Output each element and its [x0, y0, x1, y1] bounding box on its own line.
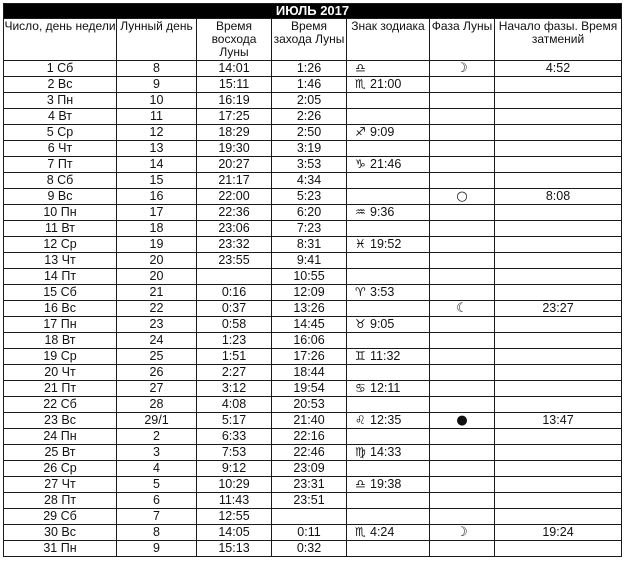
header-phase-start: Начало фазы. Время затмений: [495, 19, 622, 61]
moonset-cell: 23:31: [272, 477, 347, 493]
lunar-day-cell: 3: [117, 445, 197, 461]
moonrise-cell: 1:51: [197, 349, 272, 365]
header-lunar-day: Лунный день: [117, 19, 197, 61]
lunar-day-cell: 17: [117, 205, 197, 221]
zodiac-cell: [347, 349, 430, 365]
zodiac-sign-icon: ♊: [355, 349, 366, 363]
phase-start-cell: 23:27: [495, 301, 622, 317]
moonrise-cell: 10:29: [197, 477, 272, 493]
table-row: [4, 381, 622, 397]
table-body: [4, 61, 622, 557]
moonset-cell: 23:09: [272, 461, 347, 477]
date-cell: 9 Вс: [4, 189, 117, 205]
moonset-cell: 10:55: [272, 269, 347, 285]
zodiac-entry-time: 9:09: [370, 125, 395, 139]
table-row: [4, 221, 622, 237]
moon-phase-cell: [430, 397, 495, 413]
zodiac-cell: [347, 493, 430, 509]
zodiac-cell: [347, 397, 430, 413]
zodiac-entry-time: 19:38: [370, 477, 402, 491]
moonrise-cell: 23:55: [197, 253, 272, 269]
lunar-day-cell: 16: [117, 189, 197, 205]
table-row: [4, 365, 622, 381]
lunar-day-cell: 9: [117, 541, 197, 557]
table-row: [4, 253, 622, 269]
phase-start-cell: [495, 109, 622, 125]
zodiac-cell: [347, 285, 430, 301]
table-row: [4, 445, 622, 461]
zodiac-cell: [347, 173, 430, 189]
zodiac-entry-time: 14:33: [370, 445, 402, 459]
zodiac-sign-icon: ♑: [355, 157, 366, 171]
lunar-day-cell: 19: [117, 237, 197, 253]
date-cell: 21 Пт: [4, 381, 117, 397]
moonset-cell: 22:46: [272, 445, 347, 461]
lunar-day-cell: 2: [117, 429, 197, 445]
phase-start-cell: [495, 93, 622, 109]
lunar-day-cell: 22: [117, 301, 197, 317]
phase-start-cell: [495, 509, 622, 525]
lunar-day-cell: 20: [117, 269, 197, 285]
moon-phase-cell: [430, 493, 495, 509]
moonset-cell: 21:40: [272, 413, 347, 429]
lunar-day-cell: 25: [117, 349, 197, 365]
moon-phase-cell: [430, 525, 495, 541]
phase-start-cell: [495, 493, 622, 509]
moon-phase-cell: [430, 477, 495, 493]
moonset-cell: 0:32: [272, 541, 347, 557]
moonrise-cell: 23:32: [197, 237, 272, 253]
lunar-day-cell: 9: [117, 77, 197, 93]
lunar-day-cell: 15: [117, 173, 197, 189]
zodiac-entry-time: 3:53: [370, 285, 395, 299]
zodiac-sign-icon: ♒: [355, 205, 366, 219]
zodiac-sign-icon: ♋: [355, 381, 366, 395]
moon-phase-cell: [430, 445, 495, 461]
date-cell: 13 Чт: [4, 253, 117, 269]
moonrise-cell: 6:33: [197, 429, 272, 445]
moonset-cell: 22:16: [272, 429, 347, 445]
zodiac-cell: [347, 189, 430, 205]
moonrise-cell: 17:25: [197, 109, 272, 125]
moonset-cell: 3:19: [272, 141, 347, 157]
moonset-cell: 7:23: [272, 221, 347, 237]
table-row: [4, 413, 622, 429]
zodiac-cell: [347, 141, 430, 157]
moonrise-cell: 5:17: [197, 413, 272, 429]
date-cell: 18 Вт: [4, 333, 117, 349]
moonset-cell: 18:44: [272, 365, 347, 381]
moonrise-cell: 16:19: [197, 93, 272, 109]
phase-start-cell: 8:08: [495, 189, 622, 205]
moonrise-cell: 4:08: [197, 397, 272, 413]
moonrise-cell: 23:06: [197, 221, 272, 237]
phase-start-cell: [495, 541, 622, 557]
phase-start-cell: [495, 349, 622, 365]
header-zodiac-sign: Знак зодиака: [347, 19, 430, 61]
phase-start-cell: 4:52: [495, 61, 622, 77]
date-cell: 11 Вт: [4, 221, 117, 237]
date-cell: 31 Пн: [4, 541, 117, 557]
moon-phase-cell: [430, 317, 495, 333]
date-cell: 10 Пн: [4, 205, 117, 221]
zodiac-cell: [347, 413, 430, 429]
lunar-day-cell: 7: [117, 509, 197, 525]
lunar-day-cell: 4: [117, 461, 197, 477]
table-row: [4, 349, 622, 365]
table-row: [4, 493, 622, 509]
zodiac-entry-time: 4:24: [370, 525, 395, 539]
table-row: [4, 173, 622, 189]
moonrise-cell: 15:13: [197, 541, 272, 557]
lunar-day-cell: 8: [117, 61, 197, 77]
date-cell: 27 Чт: [4, 477, 117, 493]
table-row: [4, 301, 622, 317]
zodiac-sign-icon: ♉: [355, 317, 366, 331]
moonrise-cell: 0:16: [197, 285, 272, 301]
phase-start-cell: [495, 333, 622, 349]
phase-start-cell: [495, 125, 622, 141]
lunar-day-cell: 29/1: [117, 413, 197, 429]
moon-phase-cell: [430, 61, 495, 77]
zodiac-cell: [347, 109, 430, 125]
moonrise-cell: 3:12: [197, 381, 272, 397]
date-cell: 20 Чт: [4, 365, 117, 381]
moon-phase-icon: ☽: [456, 525, 468, 540]
zodiac-sign-icon: ♎: [355, 477, 366, 491]
table-row: [4, 109, 622, 125]
zodiac-cell: [347, 93, 430, 109]
moonset-cell: 4:34: [272, 173, 347, 189]
moon-phase-icon: ☽: [456, 61, 468, 76]
moon-phase-cell: [430, 125, 495, 141]
moonset-cell: 2:50: [272, 125, 347, 141]
moon-phase-cell: [430, 349, 495, 365]
lunar-day-cell: 18: [117, 221, 197, 237]
table-row: [4, 333, 622, 349]
date-cell: 6 Чт: [4, 141, 117, 157]
zodiac-cell: [347, 429, 430, 445]
header-moonset: Время захода Луны: [272, 19, 347, 61]
moon-phase-cell: [430, 461, 495, 477]
phase-start-cell: [495, 253, 622, 269]
moon-phase-cell: [430, 365, 495, 381]
moon-phase-cell: [430, 429, 495, 445]
phase-start-cell: [495, 397, 622, 413]
lunar-day-cell: 12: [117, 125, 197, 141]
phase-start-cell: [495, 173, 622, 189]
phase-start-cell: [495, 157, 622, 173]
phase-start-cell: [495, 237, 622, 253]
date-cell: 12 Ср: [4, 237, 117, 253]
phase-start-cell: [495, 477, 622, 493]
zodiac-cell: [347, 125, 430, 141]
header-moonrise: Время восхода Луны: [197, 19, 272, 61]
moonrise-cell: 18:29: [197, 125, 272, 141]
moon-phase-cell: [430, 301, 495, 317]
table-row: [4, 189, 622, 205]
moonrise-cell: 14:05: [197, 525, 272, 541]
date-cell: 8 Сб: [4, 173, 117, 189]
table-row: [4, 93, 622, 109]
lunar-day-cell: 26: [117, 365, 197, 381]
date-cell: 17 Пн: [4, 317, 117, 333]
phase-start-cell: [495, 205, 622, 221]
zodiac-sign-icon: ♏: [355, 525, 366, 539]
moonrise-cell: 22:00: [197, 189, 272, 205]
lunar-day-cell: 5: [117, 477, 197, 493]
zodiac-cell: [347, 61, 430, 77]
zodiac-entry-time: 12:35: [370, 413, 402, 427]
date-cell: 16 Вс: [4, 301, 117, 317]
lunar-day-cell: 10: [117, 93, 197, 109]
moonset-cell: 16:06: [272, 333, 347, 349]
zodiac-sign-icon: ♐: [355, 125, 366, 139]
table-row: [4, 541, 622, 557]
phase-start-cell: [495, 317, 622, 333]
moonset-cell: 2:26: [272, 109, 347, 125]
moonrise-cell: 0:58: [197, 317, 272, 333]
zodiac-sign-icon: ♍: [355, 445, 366, 459]
lunar-day-cell: 24: [117, 333, 197, 349]
date-cell: 1 Сб: [4, 61, 117, 77]
moon-phase-cell: [430, 269, 495, 285]
header-date: Число, день недели: [4, 19, 117, 61]
zodiac-sign-icon: ♈: [355, 285, 366, 299]
zodiac-entry-time: 21:46: [370, 157, 402, 171]
zodiac-cell: [347, 221, 430, 237]
moonset-cell: 1:46: [272, 77, 347, 93]
table-row: [4, 237, 622, 253]
date-cell: 5 Ср: [4, 125, 117, 141]
date-cell: 28 Пт: [4, 493, 117, 509]
lunar-day-cell: 27: [117, 381, 197, 397]
zodiac-cell: [347, 237, 430, 253]
moonrise-cell: 15:11: [197, 77, 272, 93]
moon-phase-cell: [430, 381, 495, 397]
table-row: [4, 269, 622, 285]
phase-start-cell: 19:24: [495, 525, 622, 541]
moonset-cell: 3:53: [272, 157, 347, 173]
moon-phase-cell: [430, 93, 495, 109]
moon-phase-cell: [430, 205, 495, 221]
moon-phase-icon: ○: [456, 189, 468, 204]
phase-start-cell: [495, 141, 622, 157]
table-row: [4, 61, 622, 77]
lunar-day-cell: 20: [117, 253, 197, 269]
moon-phase-cell: [430, 333, 495, 349]
zodiac-entry-time: 12:11: [370, 381, 401, 395]
date-cell: 7 Пт: [4, 157, 117, 173]
moonset-cell: 5:23: [272, 189, 347, 205]
moonrise-cell: 11:43: [197, 493, 272, 509]
moon-phase-cell: [430, 173, 495, 189]
moon-phase-cell: [430, 541, 495, 557]
zodiac-cell: [347, 301, 430, 317]
zodiac-sign-icon: ♌: [355, 413, 366, 427]
table-row: [4, 317, 622, 333]
zodiac-entry-time: 19:52: [370, 237, 402, 251]
moonset-cell: 12:09: [272, 285, 347, 301]
table-row: [4, 461, 622, 477]
phase-start-cell: [495, 77, 622, 93]
table-row: [4, 77, 622, 93]
moonset-cell: 2:05: [272, 93, 347, 109]
moon-phase-cell: [430, 285, 495, 301]
zodiac-cell: [347, 541, 430, 557]
phase-start-cell: 13:47: [495, 413, 622, 429]
moonrise-cell: 0:37: [197, 301, 272, 317]
moonset-cell: 6:20: [272, 205, 347, 221]
moonrise-cell: 2:27: [197, 365, 272, 381]
lunar-day-cell: 8: [117, 525, 197, 541]
zodiac-cell: [347, 381, 430, 397]
moonset-cell: 1:26: [272, 61, 347, 77]
moon-phase-cell: [430, 189, 495, 205]
moonset-cell: 9:41: [272, 253, 347, 269]
moonset-cell: 14:45: [272, 317, 347, 333]
phase-start-cell: [495, 285, 622, 301]
date-cell: 26 Ср: [4, 461, 117, 477]
phase-start-cell: [495, 381, 622, 397]
moonset-cell: [272, 509, 347, 525]
moonrise-cell: 7:53: [197, 445, 272, 461]
zodiac-entry-time: 21:00: [370, 77, 402, 91]
date-cell: 23 Вс: [4, 413, 117, 429]
lunar-calendar-table: [3, 3, 622, 557]
zodiac-cell: [347, 509, 430, 525]
moonrise-cell: [197, 269, 272, 285]
zodiac-cell: [347, 77, 430, 93]
header-moon-phase: Фаза Луны: [430, 19, 495, 61]
moon-phase-cell: [430, 221, 495, 237]
zodiac-cell: [347, 333, 430, 349]
zodiac-sign-icon: ♎: [355, 61, 366, 75]
phase-start-cell: [495, 269, 622, 285]
phase-start-cell: [495, 445, 622, 461]
zodiac-sign-icon: ♓: [355, 237, 366, 251]
phase-start-cell: [495, 461, 622, 477]
date-cell: 4 Вт: [4, 109, 117, 125]
phase-start-cell: [495, 221, 622, 237]
moonset-cell: 23:51: [272, 493, 347, 509]
table-row: [4, 285, 622, 301]
lunar-day-cell: 13: [117, 141, 197, 157]
moonrise-cell: 19:30: [197, 141, 272, 157]
date-cell: 2 Вс: [4, 77, 117, 93]
zodiac-cell: [347, 477, 430, 493]
table-title: ИЮЛЬ 2017: [4, 4, 622, 19]
zodiac-cell: [347, 525, 430, 541]
table-row: [4, 509, 622, 525]
phase-start-cell: [495, 429, 622, 445]
moonrise-cell: 20:27: [197, 157, 272, 173]
zodiac-cell: [347, 461, 430, 477]
moonset-cell: 0:11: [272, 525, 347, 541]
lunar-day-cell: 21: [117, 285, 197, 301]
moonset-cell: 19:54: [272, 381, 347, 397]
moon-phase-icon: ☾: [456, 301, 468, 316]
moonset-cell: 13:26: [272, 301, 347, 317]
zodiac-cell: [347, 445, 430, 461]
date-cell: 24 Пн: [4, 429, 117, 445]
moon-phase-icon: ●: [456, 413, 468, 428]
zodiac-cell: [347, 205, 430, 221]
table-row: [4, 141, 622, 157]
zodiac-entry-time: 9:05: [370, 317, 395, 331]
table-row: [4, 477, 622, 493]
zodiac-cell: [347, 317, 430, 333]
moon-phase-cell: [430, 141, 495, 157]
moonrise-cell: 12:55: [197, 509, 272, 525]
moonset-cell: 17:26: [272, 349, 347, 365]
moon-phase-cell: [430, 157, 495, 173]
moon-phase-cell: [430, 413, 495, 429]
moonrise-cell: 14:01: [197, 61, 272, 77]
table-row: [4, 205, 622, 221]
date-cell: 22 Сб: [4, 397, 117, 413]
table-row: [4, 125, 622, 141]
moonrise-cell: 9:12: [197, 461, 272, 477]
moonrise-cell: 21:17: [197, 173, 272, 189]
date-cell: 15 Сб: [4, 285, 117, 301]
table-row: [4, 157, 622, 173]
date-cell: 14 Пт: [4, 269, 117, 285]
moonrise-cell: 22:36: [197, 205, 272, 221]
zodiac-cell: [347, 253, 430, 269]
date-cell: 30 Вс: [4, 525, 117, 541]
date-cell: 29 Сб: [4, 509, 117, 525]
moonset-cell: 20:53: [272, 397, 347, 413]
moonrise-cell: 1:23: [197, 333, 272, 349]
moon-phase-cell: [430, 77, 495, 93]
zodiac-cell: [347, 269, 430, 285]
table-row: [4, 397, 622, 413]
zodiac-entry-time: 11:32: [370, 349, 401, 363]
date-cell: 25 Вт: [4, 445, 117, 461]
zodiac-cell: [347, 157, 430, 173]
moon-phase-cell: [430, 237, 495, 253]
lunar-day-cell: 23: [117, 317, 197, 333]
zodiac-sign-icon: ♏: [355, 77, 366, 91]
zodiac-cell: [347, 365, 430, 381]
moon-phase-cell: [430, 253, 495, 269]
moonset-cell: 8:31: [272, 237, 347, 253]
table-row: [4, 525, 622, 541]
lunar-day-cell: 6: [117, 493, 197, 509]
zodiac-entry-time: 9:36: [370, 205, 395, 219]
date-cell: 3 Пн: [4, 93, 117, 109]
lunar-day-cell: 11: [117, 109, 197, 125]
moon-phase-cell: [430, 509, 495, 525]
lunar-day-cell: 28: [117, 397, 197, 413]
moon-phase-cell: [430, 109, 495, 125]
phase-start-cell: [495, 365, 622, 381]
table-row: [4, 429, 622, 445]
date-cell: 19 Ср: [4, 349, 117, 365]
lunar-day-cell: 14: [117, 157, 197, 173]
